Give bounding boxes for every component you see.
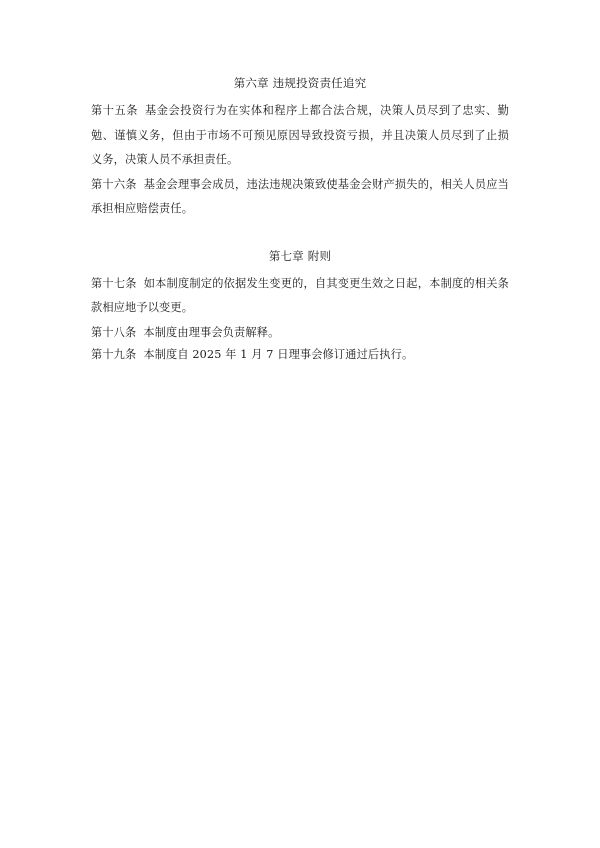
document-body [91,73,509,365]
chapter-7-title: 第七章 附则 [268,248,332,263]
chapter-6-title: 第六章 违规投资责任追究 [233,76,367,90]
article-17-text: 如本制度制定的依据发生变更的，自其变更生效之日起，本制度的相关条款相应地予以变更。 [91,276,509,314]
article-18 [91,323,509,343]
article-19-text: 本制度自 2025 年 1 月 7 日理事会修订通过后执行。 [143,347,414,361]
article-18-number: 第十八条 [91,325,137,339]
article-17-number: 第十七条 [91,276,137,290]
article-15 [91,99,509,173]
article-15-number: 第十五条 [91,104,139,117]
article-18-text: 本制度由理事会负责解释。 [143,325,280,339]
article-19-number: 第十九条 [91,347,137,361]
article-16 [91,173,509,222]
article-15-text: 基金会投资行为在实体和程序上都合法合规，决策人员尽到了忠实、勤勉、谨慎义务，但由于市场不可预见原因导致投资亏损，并且决策人员尽到了止损义务，决策人员不承担责任。 [91,104,510,166]
article-16-text: 基金会理事会成员，违法违规决策致使基金会财产损失的，相关人员应当承担相应赔偿责任。 [91,177,509,215]
article-17 [91,272,509,321]
article-16-number: 第十六条 [91,177,137,191]
article-19 [91,345,509,365]
